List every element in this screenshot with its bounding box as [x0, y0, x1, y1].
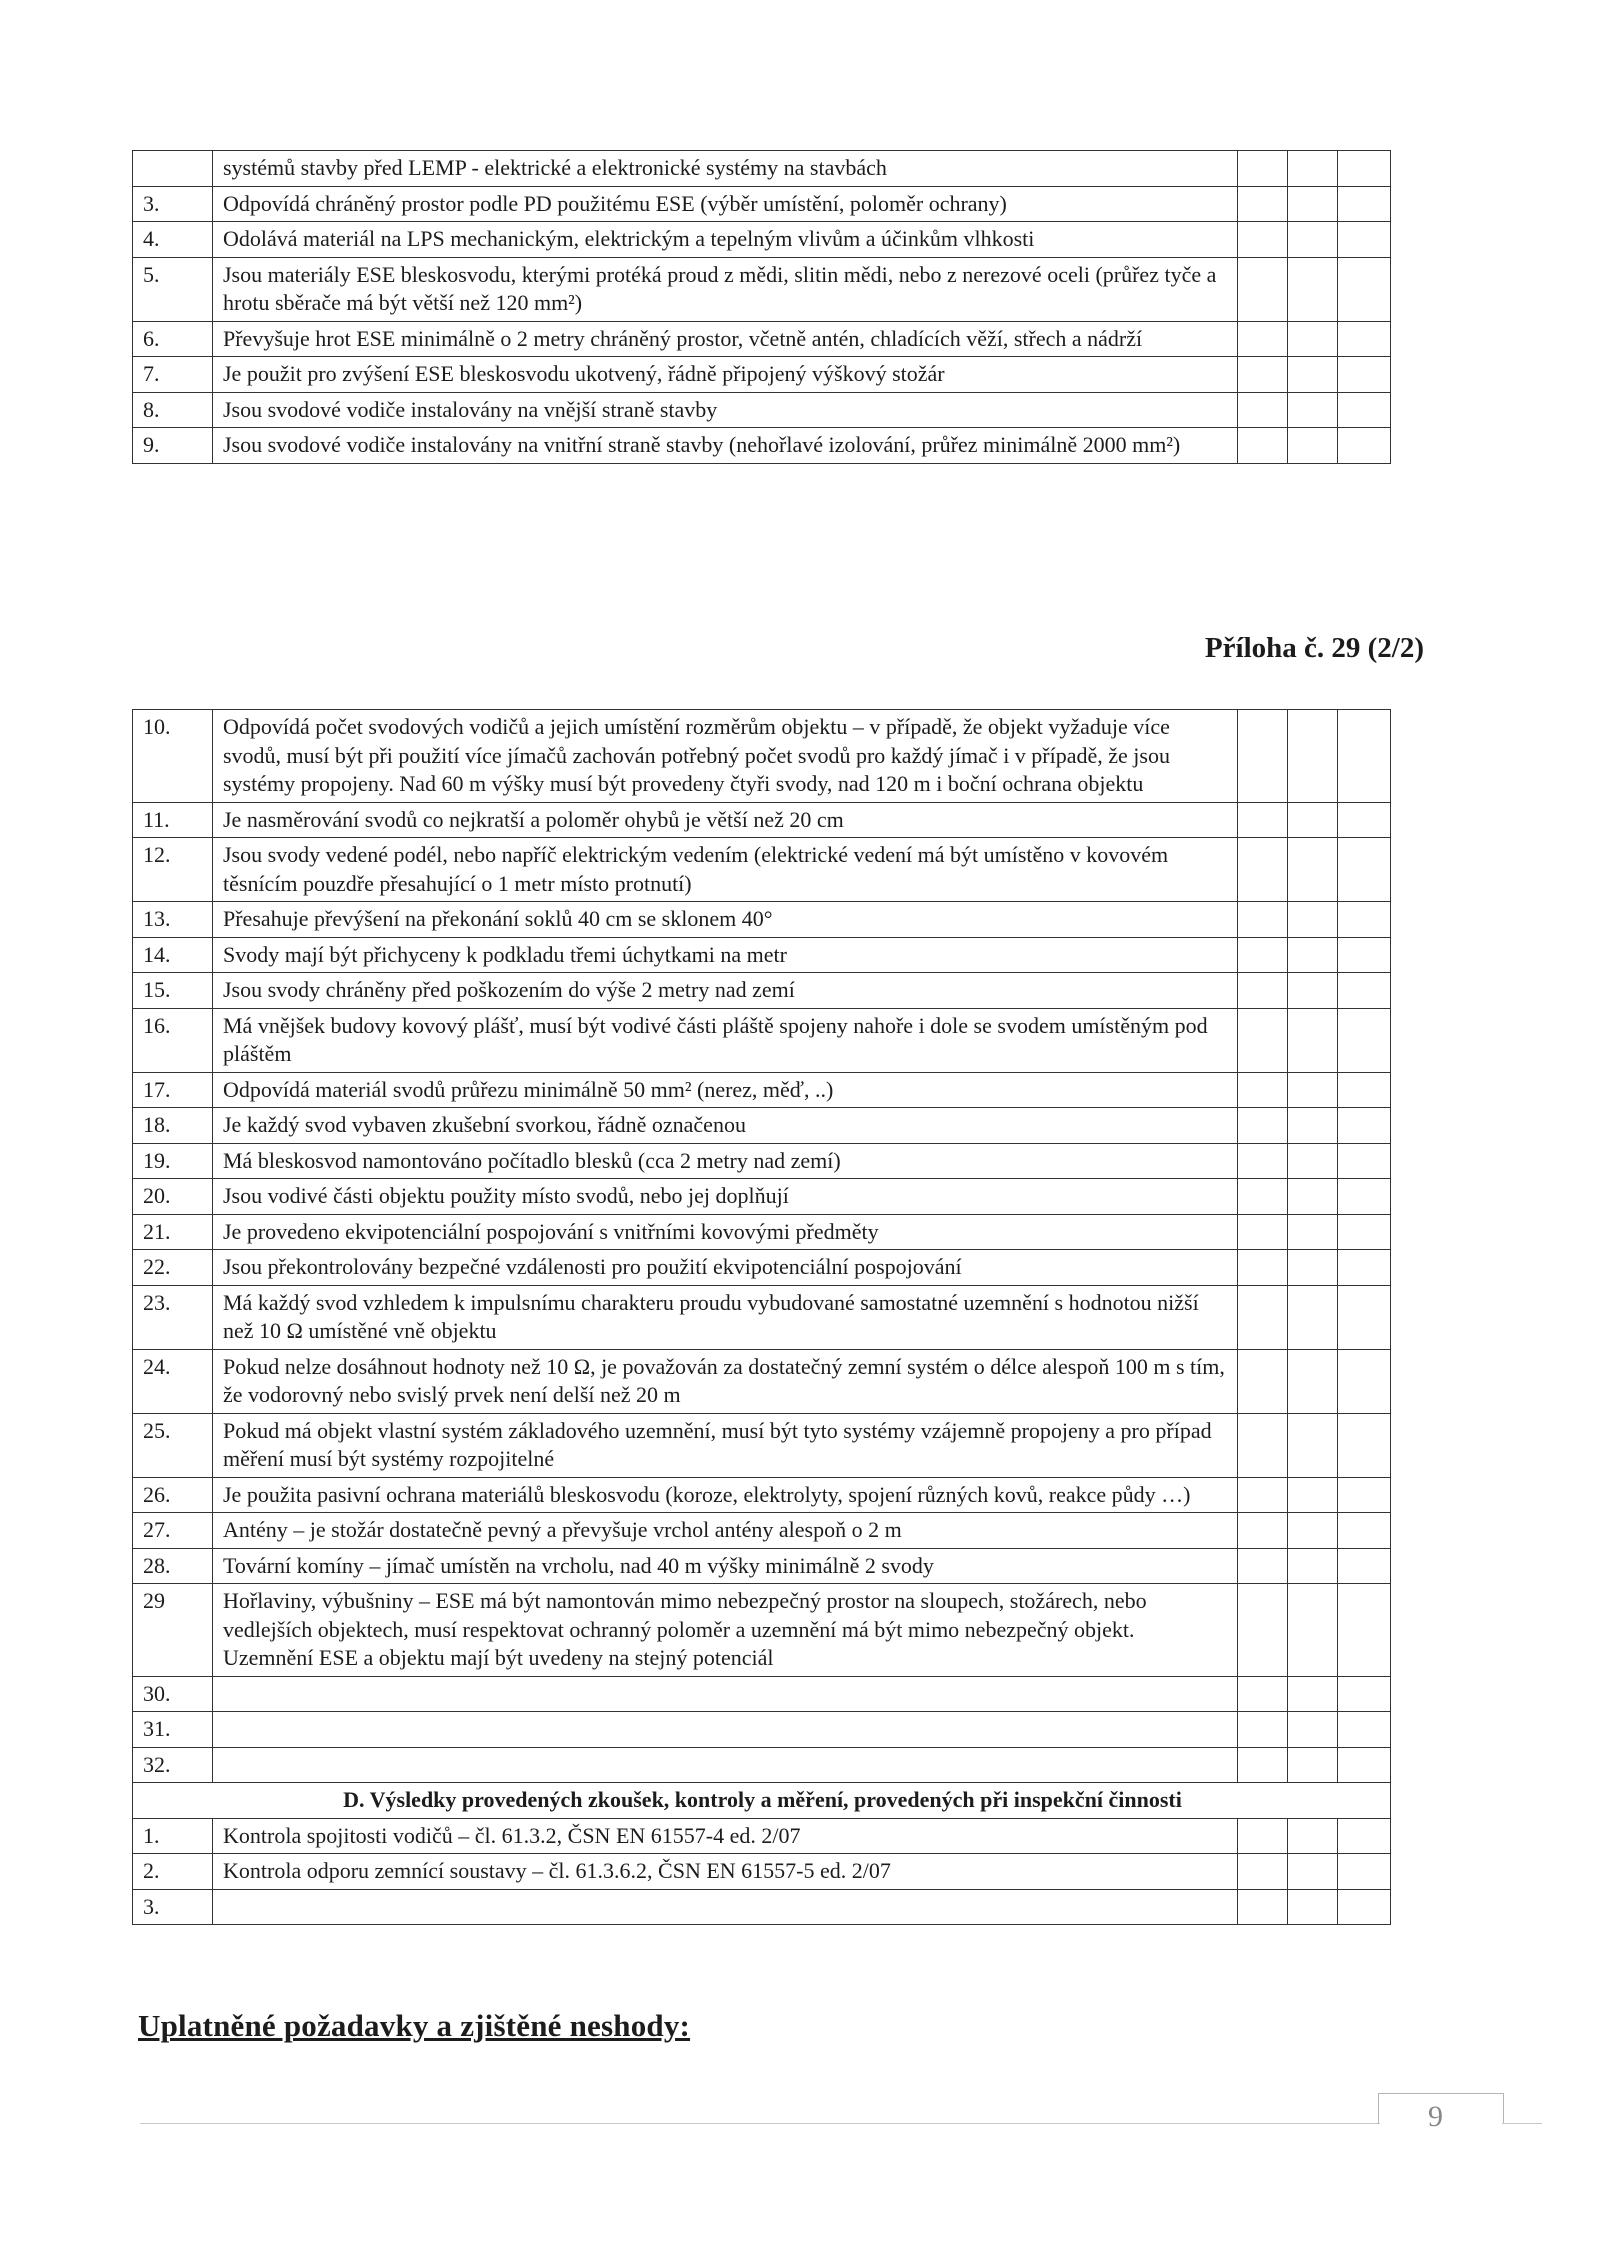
row-text: Svody mají být přichyceny k podkladu třemi úchytkami na metr: [213, 937, 1238, 973]
check-cell[interactable]: [1288, 357, 1338, 393]
row-text: systémů stavby před LEMP - elektrické a elektronické systémy na stavbách: [213, 151, 1238, 187]
check-cell[interactable]: [1338, 1143, 1391, 1179]
check-cell[interactable]: [1238, 1513, 1288, 1549]
row-number: 2.: [133, 1854, 213, 1890]
check-cell[interactable]: [1338, 1413, 1391, 1477]
checklist-row: [133, 1854, 1391, 1890]
row-number: 28.: [133, 1548, 213, 1584]
check-cell[interactable]: [1288, 1477, 1338, 1513]
row-text: Má bleskosvod namontováno počítadlo blesků (cca 2 metry nad zemí): [213, 1143, 1238, 1179]
check-cell[interactable]: [1238, 1108, 1288, 1144]
row-number: 30.: [133, 1676, 213, 1712]
check-cell[interactable]: [1338, 710, 1391, 803]
row-text: Je každý svod vybaven zkušební svorkou, řádně označenou: [213, 1108, 1238, 1144]
row-text: [213, 1712, 1238, 1748]
check-cell[interactable]: [1238, 937, 1288, 973]
row-number: [133, 151, 213, 187]
check-cell[interactable]: [1238, 1214, 1288, 1250]
check-cell[interactable]: [1288, 1072, 1338, 1108]
checklist-row: [133, 838, 1391, 902]
check-cell[interactable]: [1338, 1250, 1391, 1286]
row-number: 32.: [133, 1747, 213, 1783]
check-cell[interactable]: [1288, 1854, 1338, 1890]
check-cell[interactable]: [1238, 802, 1288, 838]
check-cell[interactable]: [1238, 1179, 1288, 1215]
row-number: 14.: [133, 937, 213, 973]
check-cell[interactable]: [1288, 902, 1338, 938]
checklist-row: [133, 151, 1391, 187]
row-text: [213, 1676, 1238, 1712]
check-cell[interactable]: [1288, 1413, 1338, 1477]
row-number: 15.: [133, 973, 213, 1009]
checklist-row: [133, 1143, 1391, 1179]
row-number: 3.: [133, 1889, 213, 1925]
check-cell[interactable]: [1338, 1349, 1391, 1413]
check-cell[interactable]: [1338, 937, 1391, 973]
row-text: Je použit pro zvýšení ESE bleskosvodu ukotvený, řádně připojený výškový stožár: [213, 357, 1238, 393]
row-number: 8.: [133, 392, 213, 428]
check-cell[interactable]: [1338, 222, 1391, 258]
checklist-row: [133, 1214, 1391, 1250]
row-text: Odpovídá chráněný prostor podle PD použitému ESE (výběr umístění, poloměr ochrany): [213, 186, 1238, 222]
row-number: 7.: [133, 357, 213, 393]
check-cell[interactable]: [1288, 392, 1338, 428]
check-cell[interactable]: [1338, 1179, 1391, 1215]
check-cell[interactable]: [1288, 1889, 1338, 1925]
check-cell[interactable]: [1238, 1676, 1288, 1712]
row-text: Přesahuje převýšení na překonání soklů 40 cm se sklonem 40°: [213, 902, 1238, 938]
check-cell[interactable]: [1288, 151, 1338, 187]
row-number: 16.: [133, 1008, 213, 1072]
check-cell[interactable]: [1238, 1584, 1288, 1677]
check-cell[interactable]: [1288, 838, 1338, 902]
section-d-row: [133, 1783, 1391, 1819]
row-text: Antény – je stožár dostatečně pevný a převyšuje vrchol antény alespoň o 2 m: [213, 1513, 1238, 1549]
check-cell[interactable]: [1238, 1712, 1288, 1748]
row-text: Tovární komíny – jímač umístěn na vrcholu, nad 40 m výšky minimálně 2 svody: [213, 1548, 1238, 1584]
row-number: 9.: [133, 428, 213, 464]
row-number: 13.: [133, 902, 213, 938]
check-cell[interactable]: [1288, 802, 1338, 838]
row-text: Pokud má objekt vlastní systém základového uzemnění, musí být tyto systémy vzájemně propojeny a pro případ měření musí být systémy rozpojitelné: [213, 1413, 1238, 1477]
check-cell[interactable]: [1238, 222, 1288, 258]
row-text: Je nasměrování svodů co nejkratší a poloměr ohybů je větší než 20 cm: [213, 802, 1238, 838]
section-d-heading: D. Výsledky provedených zkoušek, kontroly a měření, provedených při inspekční činnosti: [133, 1783, 1391, 1819]
row-number: 4.: [133, 222, 213, 258]
checklist-row: [133, 1285, 1391, 1349]
check-cell[interactable]: [1238, 1285, 1288, 1349]
check-cell[interactable]: [1338, 1072, 1391, 1108]
check-cell[interactable]: [1288, 428, 1338, 464]
checklist-row: [133, 222, 1391, 258]
row-text: Hořlaviny, výbušniny – ESE má být namontován mimo nebezpečný prostor na sloupech, stožárech, nebo vedlejších objektech, musí respektovat ochranný poloměr a uzemnění má být mimo nebezpečný objekt. Uzemnění ESE a objektu mají být uvedeny na stejný potenciál: [213, 1584, 1238, 1677]
checklist-table-main: [132, 709, 1391, 1925]
row-number: 22.: [133, 1250, 213, 1286]
row-text: Jsou svodové vodiče instalovány na vnitřní straně stavby (nehořlavé izolování, průřez minimálně 2000 mm²): [213, 428, 1238, 464]
row-number: 17.: [133, 1072, 213, 1108]
row-number: 19.: [133, 1143, 213, 1179]
check-cell[interactable]: [1238, 357, 1288, 393]
check-cell[interactable]: [1288, 1008, 1338, 1072]
check-cell[interactable]: [1338, 1676, 1391, 1712]
check-cell[interactable]: [1238, 1889, 1288, 1925]
check-cell[interactable]: [1238, 710, 1288, 803]
row-text: Odolává materiál na LPS mechanickým, elektrickým a tepelným vlivům a účinkům vlhkosti: [213, 222, 1238, 258]
row-text: Má každý svod vzhledem k impulsnímu charakteru proudu vybudované samostatné uzemnění s hodnotou nižší než 10 Ω umístěné vně objektu: [213, 1285, 1238, 1349]
check-cell[interactable]: [1338, 1214, 1391, 1250]
check-cell[interactable]: [1338, 1889, 1391, 1925]
checklist-row: [133, 1250, 1391, 1286]
row-text: Kontrola odporu zemnící soustavy – čl. 61.3.6.2, ČSN EN 61557-5 ed. 2/07: [213, 1854, 1238, 1890]
check-cell[interactable]: [1338, 1513, 1391, 1549]
checklist-row: [133, 1747, 1391, 1783]
row-number: 31.: [133, 1712, 213, 1748]
check-cell[interactable]: [1338, 1747, 1391, 1783]
check-cell[interactable]: [1288, 1513, 1338, 1549]
row-number: 27.: [133, 1513, 213, 1549]
check-cell[interactable]: [1288, 973, 1338, 1009]
checklist-row: [133, 257, 1391, 321]
check-cell[interactable]: [1338, 392, 1391, 428]
check-cell[interactable]: [1338, 1584, 1391, 1677]
row-text: Jsou překontrolovány bezpečné vzdálenosti pro použití ekvipotenciální pospojování: [213, 1250, 1238, 1286]
check-cell[interactable]: [1288, 1818, 1338, 1854]
check-cell[interactable]: [1288, 1349, 1338, 1413]
check-cell[interactable]: [1338, 902, 1391, 938]
row-text: Pokud nelze dosáhnout hodnoty než 10 Ω, je považován za dostatečný zemní systém o délce alespoň 100 m s tím, že vodorovný nebo svislý prvek není delší než 20 m: [213, 1349, 1238, 1413]
row-number: 26.: [133, 1477, 213, 1513]
checklist-row: [133, 1108, 1391, 1144]
check-cell[interactable]: [1238, 1008, 1288, 1072]
row-number: 3.: [133, 186, 213, 222]
row-text: Jsou vodivé části objektu použity místo svodů, nebo jej doplňují: [213, 1179, 1238, 1215]
check-cell[interactable]: [1238, 1477, 1288, 1513]
check-cell[interactable]: [1238, 1250, 1288, 1286]
check-cell[interactable]: [1238, 1072, 1288, 1108]
check-cell[interactable]: [1338, 428, 1391, 464]
check-cell[interactable]: [1288, 321, 1338, 357]
attachment-label: Příloha č. 29 (2/2): [1204, 632, 1424, 664]
checklist-row: [133, 1548, 1391, 1584]
check-cell[interactable]: [1238, 1413, 1288, 1477]
check-cell[interactable]: [1338, 357, 1391, 393]
check-cell[interactable]: [1288, 1108, 1338, 1144]
check-cell[interactable]: [1238, 1818, 1288, 1854]
check-cell[interactable]: [1288, 1285, 1338, 1349]
check-cell[interactable]: [1338, 1477, 1391, 1513]
check-cell[interactable]: [1338, 1108, 1391, 1144]
check-cell[interactable]: [1238, 1143, 1288, 1179]
page-number: 9: [1428, 2100, 1443, 2133]
checklist-row: [133, 357, 1391, 393]
check-cell[interactable]: [1288, 1214, 1338, 1250]
check-cell[interactable]: [1338, 1008, 1391, 1072]
row-text: Jsou materiály ESE bleskosvodu, kterými protéká proud z mědi, slitin mědi, nebo z nerezové oceli (průřez tyče a hrotu sběrače má být větší než 120 mm²): [213, 257, 1238, 321]
check-cell[interactable]: [1288, 937, 1338, 973]
check-cell[interactable]: [1338, 257, 1391, 321]
check-cell[interactable]: [1238, 1747, 1288, 1783]
row-number: 1.: [133, 1818, 213, 1854]
checklist-row: [133, 1072, 1391, 1108]
row-text: Je použita pasivní ochrana materiálů bleskosvodu (koroze, elektrolyty, spojení různých kovů, reakce půdy …): [213, 1477, 1238, 1513]
checklist-row: [133, 1818, 1391, 1854]
row-number: 10.: [133, 710, 213, 803]
check-cell[interactable]: [1288, 257, 1338, 321]
requirements-heading: Uplatněné požadavky a zjištěné neshody:: [138, 2008, 691, 2043]
checklist-row: [133, 937, 1391, 973]
row-text: Má vnějšek budovy kovový plášť, musí být vodivé části pláště spojeny nahoře i dole se svodem umístěným pod pláštěm: [213, 1008, 1238, 1072]
checklist-row: [133, 321, 1391, 357]
check-cell[interactable]: [1238, 1854, 1288, 1890]
footer-rule: [140, 2123, 1380, 2124]
row-text: Kontrola spojitosti vodičů – čl. 61.3.2, ČSN EN 61557-4 ed. 2/07: [213, 1818, 1238, 1854]
row-text: [213, 1889, 1238, 1925]
checklist-row: [133, 802, 1391, 838]
checklist-row: [133, 902, 1391, 938]
check-cell[interactable]: [1288, 710, 1338, 803]
check-cell[interactable]: [1338, 838, 1391, 902]
check-cell[interactable]: [1338, 321, 1391, 357]
row-number: 18.: [133, 1108, 213, 1144]
check-cell[interactable]: [1238, 186, 1288, 222]
row-number: 25.: [133, 1413, 213, 1477]
row-number: 29: [133, 1584, 213, 1677]
row-text: Odpovídá počet svodových vodičů a jejich umístění rozměrům objektu – v případě, že objekt vyžaduje více svodů, musí být při použití více jímačů zachován potřebný počet svodů pro každý jímač i v případě, že jsou systémy propojeny. Nad 60 m výšky musí být provedeny čtyři svody, nad 120 m i boční ochrana objektu: [213, 710, 1238, 803]
checklist-row: [133, 186, 1391, 222]
check-cell[interactable]: [1338, 802, 1391, 838]
footer-rule-tail: [1502, 2123, 1542, 2124]
row-number: 11.: [133, 802, 213, 838]
check-cell[interactable]: [1238, 973, 1288, 1009]
check-cell[interactable]: [1338, 1548, 1391, 1584]
check-cell[interactable]: [1338, 1854, 1391, 1890]
check-cell[interactable]: [1238, 392, 1288, 428]
check-cell[interactable]: [1338, 973, 1391, 1009]
row-number: 23.: [133, 1285, 213, 1349]
check-cell[interactable]: [1338, 186, 1391, 222]
checklist-row: [133, 1179, 1391, 1215]
row-number: 24.: [133, 1349, 213, 1413]
checklist-row: [133, 1889, 1391, 1925]
check-cell[interactable]: [1238, 321, 1288, 357]
check-cell[interactable]: [1238, 1548, 1288, 1584]
row-text: [213, 1747, 1238, 1783]
check-cell[interactable]: [1238, 902, 1288, 938]
check-cell[interactable]: [1238, 1349, 1288, 1413]
check-cell[interactable]: [1288, 186, 1338, 222]
row-number: 6.: [133, 321, 213, 357]
checklist-row: [133, 428, 1391, 464]
row-number: 20.: [133, 1179, 213, 1215]
row-text: Jsou svody chráněny před poškozením do výše 2 metry nad zemí: [213, 973, 1238, 1009]
row-number: 5.: [133, 257, 213, 321]
row-text: Jsou svody vedené podél, nebo napříč elektrickým vedením (elektrické vedení má být umístěno v kovovém těsnícím pouzdře přesahující o 1 metr místo protnutí): [213, 838, 1238, 902]
check-cell[interactable]: [1238, 838, 1288, 902]
check-cell[interactable]: [1288, 1548, 1338, 1584]
check-cell[interactable]: [1288, 1250, 1338, 1286]
row-text: Je provedeno ekvipotenciální pospojování s vnitřními kovovými předměty: [213, 1214, 1238, 1250]
checklist-row: [133, 1349, 1391, 1413]
row-text: Odpovídá materiál svodů průřezu minimálně 50 mm² (nerez, měď, ..): [213, 1072, 1238, 1108]
checklist-row: [133, 1477, 1391, 1513]
row-text: Jsou svodové vodiče instalovány na vnější straně stavby: [213, 392, 1238, 428]
check-cell[interactable]: [1338, 1712, 1391, 1748]
check-cell[interactable]: [1288, 222, 1338, 258]
row-number: 21.: [133, 1214, 213, 1250]
row-number: 12.: [133, 838, 213, 902]
checklist-row: [133, 1676, 1391, 1712]
check-cell[interactable]: [1288, 1712, 1338, 1748]
check-cell[interactable]: [1338, 1285, 1391, 1349]
check-cell[interactable]: [1238, 257, 1288, 321]
checklist-row: [133, 1413, 1391, 1477]
check-cell[interactable]: [1288, 1747, 1338, 1783]
check-cell[interactable]: [1238, 151, 1288, 187]
checklist-row: [133, 1712, 1391, 1748]
check-cell[interactable]: [1288, 1676, 1338, 1712]
check-cell[interactable]: [1288, 1584, 1338, 1677]
check-cell[interactable]: [1338, 151, 1391, 187]
checklist-row: [133, 1584, 1391, 1677]
checklist-row: [133, 1008, 1391, 1072]
checklist-row: [133, 392, 1391, 428]
check-cell[interactable]: [1288, 1143, 1338, 1179]
checklist-row: [133, 710, 1391, 803]
row-text: Převyšuje hrot ESE minimálně o 2 metry chráněný prostor, včetně antén, chladících věží, střech a nádrží: [213, 321, 1238, 357]
checklist-row: [133, 1513, 1391, 1549]
check-cell[interactable]: [1238, 428, 1288, 464]
checklist-table-top: [132, 150, 1391, 464]
check-cell[interactable]: [1338, 1818, 1391, 1854]
check-cell[interactable]: [1288, 1179, 1338, 1215]
checklist-row: [133, 973, 1391, 1009]
